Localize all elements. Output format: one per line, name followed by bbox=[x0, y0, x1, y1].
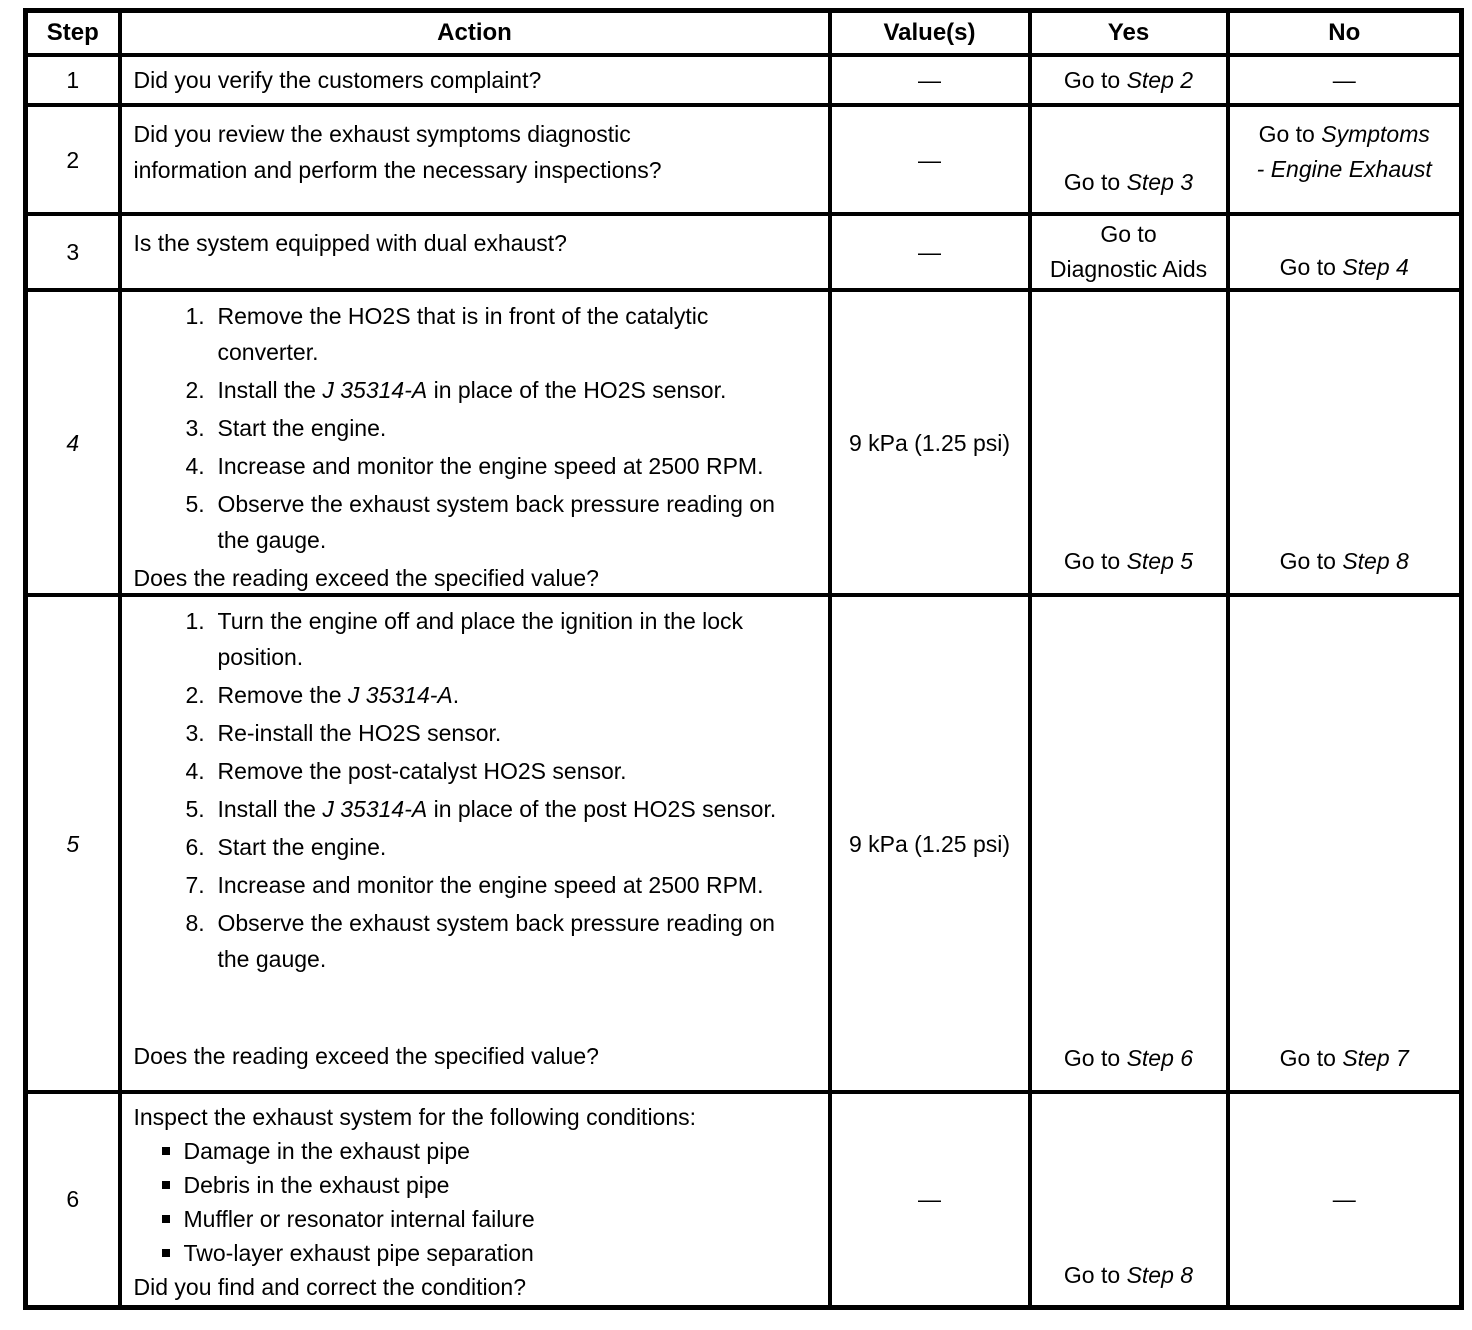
yes-cell-step-5 bbox=[1030, 595, 1228, 1092]
header-step: Step bbox=[26, 11, 120, 56]
step-6-number: 6 bbox=[26, 1092, 120, 1307]
list-item bbox=[134, 410, 820, 446]
bullet-icon bbox=[162, 1147, 170, 1155]
list-item bbox=[134, 905, 820, 977]
action-question: Does the reading exceed the specified value? bbox=[133, 1043, 599, 1069]
list-number: 4. bbox=[185, 453, 205, 479]
yes-cell-step-2 bbox=[1030, 105, 1228, 214]
list-item bbox=[134, 715, 820, 751]
go-to-destination: Step 7 bbox=[1342, 1045, 1409, 1071]
action-cell-step-5 bbox=[120, 595, 830, 1092]
list-number: 1. bbox=[185, 303, 205, 329]
bullet-icon bbox=[162, 1181, 170, 1189]
dash: — bbox=[918, 146, 941, 173]
bullet-item bbox=[134, 1202, 820, 1236]
go-to-text: Go to bbox=[1063, 1045, 1127, 1071]
action-cell-step-2 bbox=[120, 105, 830, 214]
go-to-text: Go to bbox=[1063, 548, 1127, 574]
no-cell-step-5 bbox=[1228, 595, 1462, 1092]
tool-number: J 35314-A bbox=[347, 682, 453, 708]
bullet-text: Two-layer exhaust pipe separation bbox=[183, 1240, 534, 1266]
tool-number: J 35314-A bbox=[322, 377, 428, 403]
go-to-text: Go to bbox=[1258, 121, 1322, 147]
bullet-icon bbox=[162, 1249, 170, 1257]
no-cell-step-1 bbox=[1228, 55, 1462, 105]
list-number: 5. bbox=[185, 796, 205, 822]
go-to-destination: Step 8 bbox=[1126, 1261, 1194, 1288]
dash: — bbox=[1332, 67, 1356, 93]
list-number: 6. bbox=[185, 834, 205, 860]
bullet-icon bbox=[162, 1215, 170, 1223]
no-cell-step-6 bbox=[1228, 1092, 1462, 1307]
list-item bbox=[134, 791, 820, 827]
go-to-text: Go to bbox=[1063, 67, 1127, 93]
dash: — bbox=[918, 67, 941, 93]
list-item-text: Install the J 35314-A in place of the post HO2S sensor. bbox=[217, 796, 777, 822]
step-1-number: 1 bbox=[26, 55, 120, 105]
list-item bbox=[134, 372, 820, 408]
go-to-destination: Step 5 bbox=[1126, 548, 1194, 574]
action-cell-step-1 bbox=[120, 55, 830, 105]
list-item-text: Observe the exhaust system back pressure reading on the gauge. bbox=[217, 491, 775, 553]
table-row-step-2 bbox=[26, 105, 1462, 214]
bullet-text: Debris in the exhaust pipe bbox=[183, 1172, 450, 1198]
go-to-text: Go to bbox=[1100, 221, 1157, 247]
value-cell-step-4 bbox=[830, 290, 1030, 595]
list-item-text: Start the engine. bbox=[217, 415, 387, 441]
list-item bbox=[134, 677, 820, 713]
no-cell-step-2 bbox=[1228, 105, 1462, 214]
action-text: Did you verify the customers complaint? bbox=[133, 67, 542, 93]
bullet-text: Damage in the exhaust pipe bbox=[183, 1138, 470, 1164]
list-item bbox=[134, 486, 820, 558]
list-item-text: Remove the post-catalyst HO2S sensor. bbox=[217, 758, 627, 784]
step-2-number: 2 bbox=[26, 105, 120, 214]
go-to-destination: Step 3 bbox=[1126, 169, 1194, 195]
header-values: Value(s) bbox=[830, 11, 1030, 56]
go-to-destination: Symptoms bbox=[1321, 121, 1430, 147]
list-item bbox=[134, 298, 820, 370]
table-row-step-5 bbox=[26, 595, 1462, 1092]
bullet-item bbox=[134, 1236, 820, 1270]
value-text: 9 kPa (1.25 psi) bbox=[848, 830, 1011, 857]
step-4-number: 4 bbox=[26, 290, 120, 595]
action-question: Did you find and correct the condition? bbox=[133, 1274, 527, 1300]
list-item-text: Remove the J 35314-A. bbox=[217, 682, 460, 708]
no-cell-step-3 bbox=[1228, 214, 1462, 290]
list-item bbox=[134, 753, 820, 789]
value-cell-step-6 bbox=[830, 1092, 1030, 1307]
diagnostic-table bbox=[23, 8, 1464, 1310]
step-3-number: 3 bbox=[26, 214, 120, 290]
table-header-row bbox=[26, 11, 1462, 56]
go-to-destination: Step 2 bbox=[1126, 67, 1194, 93]
list-number: 2. bbox=[185, 682, 205, 708]
dash: — bbox=[1332, 1186, 1356, 1213]
list-item-text: Re-install the HO2S sensor. bbox=[217, 720, 502, 746]
table-row-step-3 bbox=[26, 214, 1462, 290]
list-number: 8. bbox=[185, 910, 205, 936]
action-intro: Inspect the exhaust system for the following conditions: bbox=[133, 1104, 697, 1130]
go-to-text: Go to bbox=[1279, 254, 1343, 280]
no-cell-step-4 bbox=[1228, 290, 1462, 595]
list-number: 4. bbox=[185, 758, 205, 784]
table-row-step-1 bbox=[26, 55, 1462, 105]
value-cell-step-5 bbox=[830, 595, 1030, 1092]
list-item bbox=[134, 829, 820, 865]
list-item-text: Increase and monitor the engine speed at 2500 RPM. bbox=[217, 872, 764, 898]
table-row-step-4 bbox=[26, 290, 1462, 595]
bullet-item bbox=[134, 1134, 820, 1168]
header-yes: Yes bbox=[1030, 11, 1228, 56]
tool-number: J 35314-A bbox=[322, 796, 428, 822]
table-row-step-6 bbox=[26, 1092, 1462, 1307]
list-number: 2. bbox=[185, 377, 205, 403]
header-no: No bbox=[1228, 11, 1462, 56]
list-item-text: Start the engine. bbox=[217, 834, 387, 860]
go-to-destination: Step 6 bbox=[1126, 1045, 1194, 1071]
action-cell-step-3 bbox=[120, 214, 830, 290]
yes-cell-step-6 bbox=[1030, 1092, 1228, 1307]
action-question: Does the reading exceed the specified value? bbox=[133, 565, 599, 591]
go-to-text: Go to bbox=[1279, 548, 1343, 574]
list-item bbox=[134, 448, 820, 484]
yes-cell-step-1 bbox=[1030, 55, 1228, 105]
go-to-destination: Step 8 bbox=[1342, 548, 1409, 574]
action-text: Is the system equipped with dual exhaust? bbox=[133, 230, 567, 256]
dash: — bbox=[918, 239, 941, 265]
list-number: 3. bbox=[185, 720, 205, 746]
action-cell-step-4 bbox=[120, 290, 830, 595]
value-cell-step-2 bbox=[830, 105, 1030, 214]
value-text: 9 kPa (1.25 psi) bbox=[848, 429, 1011, 456]
go-to-text: Go to bbox=[1279, 1045, 1343, 1071]
go-to-destination: Step 4 bbox=[1342, 254, 1409, 280]
go-to-destination: Diagnostic Aids bbox=[1049, 256, 1208, 282]
list-number: 7. bbox=[185, 872, 205, 898]
go-to-text: Go to bbox=[1063, 1261, 1127, 1288]
yes-cell-step-3 bbox=[1030, 214, 1228, 290]
go-to-destination-line-2: - Engine Exhaust bbox=[1256, 156, 1432, 182]
list-number: 3. bbox=[185, 415, 205, 441]
list-item-text: Observe the exhaust system back pressure reading on the gauge. bbox=[217, 910, 775, 972]
bullet-item bbox=[134, 1168, 820, 1202]
list-item bbox=[134, 603, 820, 675]
list-item-text: Turn the engine off and place the ignition in the lock position. bbox=[217, 608, 744, 670]
step-5-number: 5 bbox=[26, 595, 120, 1092]
action-cell-step-6 bbox=[120, 1092, 830, 1307]
list-number: 1. bbox=[185, 608, 205, 634]
list-item-text: Remove the HO2S that is in front of the catalytic converter. bbox=[217, 303, 709, 365]
yes-cell-step-4 bbox=[1030, 290, 1228, 595]
dash: — bbox=[918, 1186, 941, 1213]
go-to-text: Go to bbox=[1063, 169, 1127, 195]
action-text: Did you review the exhaust symptoms diagnostic information and perform the necessary inspections? bbox=[133, 121, 662, 183]
bullet-text: Muffler or resonator internal failure bbox=[183, 1206, 535, 1232]
list-item-text: Install the J 35314-A in place of the HO2S sensor. bbox=[217, 377, 727, 403]
list-number: 5. bbox=[185, 491, 205, 517]
list-item bbox=[134, 867, 820, 903]
value-cell-step-3 bbox=[830, 214, 1030, 290]
value-cell-step-1 bbox=[830, 55, 1030, 105]
list-item-text: Increase and monitor the engine speed at 2500 RPM. bbox=[217, 453, 764, 479]
header-action: Action bbox=[120, 11, 830, 56]
